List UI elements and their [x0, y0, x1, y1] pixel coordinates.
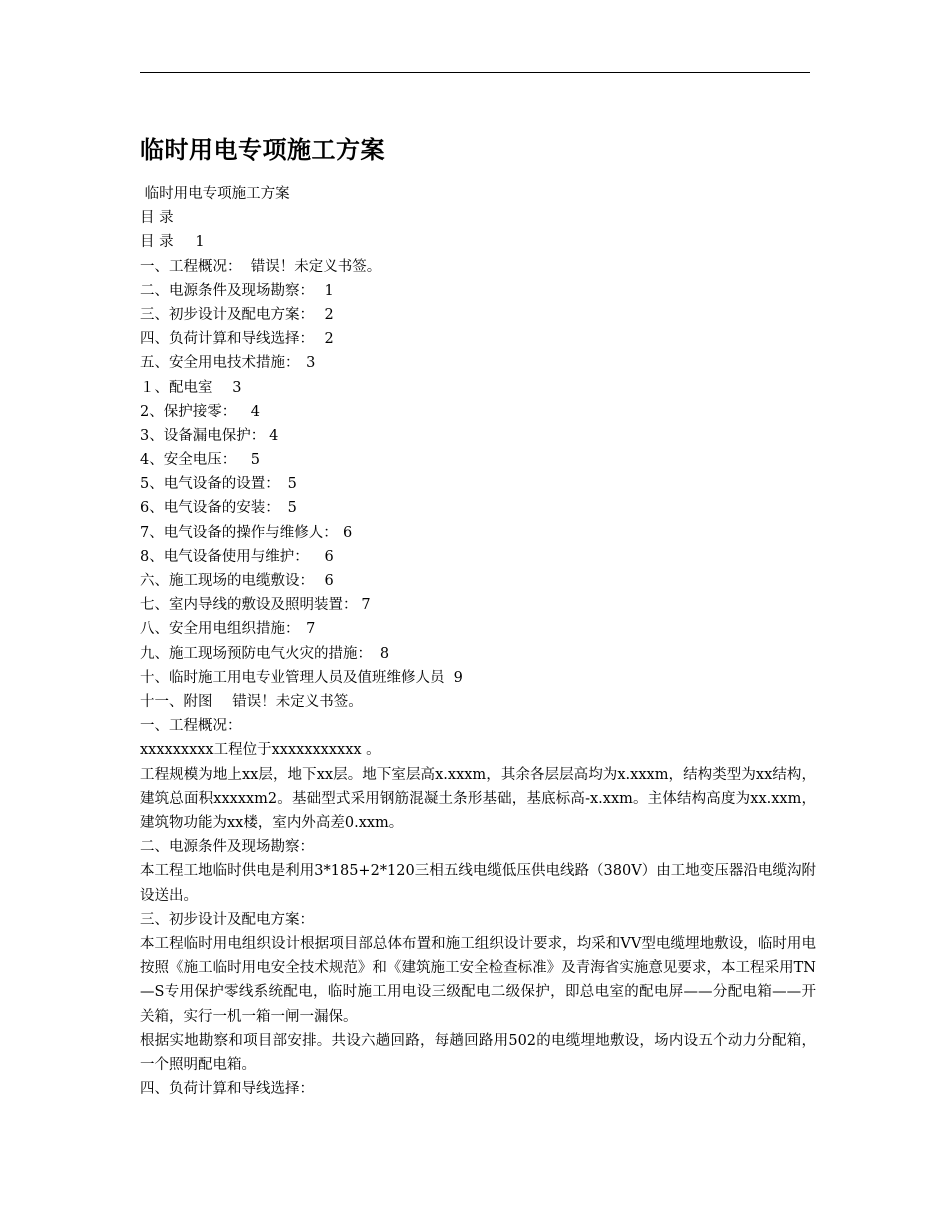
section-heading: 三、初步设计及配电方案：: [140, 911, 314, 928]
toc-entry[interactable]: 三、初步设计及配电方案： 2: [140, 306, 334, 323]
section-heading: 一、工程概况：: [140, 718, 242, 735]
document-body: [140, 182, 816, 1101]
body-line: xxxxxxxxx工程位于xxxxxxxxxxx 。: [140, 742, 381, 759]
toc-entry[interactable]: 八、安全用电组织措施： 7: [140, 621, 316, 638]
document-content: [140, 714, 816, 1101]
toc-entry[interactable]: 7、电气设备的操作与维修人： 6: [140, 524, 353, 541]
toc-entry[interactable]: 目 录 1: [140, 234, 205, 251]
toc-entry[interactable]: 一、工程概况： 错误！未定义书签。: [140, 258, 382, 275]
section-heading: 二、电源条件及现场勘察：: [140, 839, 314, 856]
body-paragraph: 本工程工地临时供电是利用3*185+2*120三相五线电缆低压供电线路（380V）由工地变压器沿电缆沟附设送出。: [140, 863, 816, 904]
toc-entry[interactable]: １、配电室 3: [140, 379, 242, 396]
toc-entry[interactable]: 十一、附图 错误！未定义书签。: [140, 693, 363, 710]
body-paragraph: 根据实地勘察和项目部安排。共设六趟回路，每趟回路用502的电缆埋地敷设，场内设五个动力分配箱，一个照明配电箱。: [140, 1032, 816, 1073]
toc-entry[interactable]: 4、安全电压： 5: [140, 452, 260, 469]
document-subtitle: 临时用电专项施工方案: [144, 186, 290, 202]
body-paragraph: 工程规模为地上xx层，地下xx层。地下室层高x.xxxm，其余各层层高均为x.xxxm，结构类型为xx结构，建筑总面积xxxxxm2。基础型式采用钢筋混凝土条形基础，基底标高-x.xxm。主体结构高度为xx.xxm，建筑物功能为xx楼，室内外高差0.xxm。: [140, 766, 816, 831]
toc-entry[interactable]: 8、电气设备使用与维护： 6: [140, 548, 334, 565]
toc-entry[interactable]: 九、施工现场预防电气火灾的措施： 8: [140, 645, 390, 662]
toc-entry[interactable]: 二、电源条件及现场勘察： 1: [140, 282, 334, 299]
body-paragraph: 本工程临时用电组织设计根据项目部总体布置和施工组织设计要求，均采和VV型电缆埋地敷设，临时用电按照《施工临时用电安全技术规范》和《建筑施工安全检查标准》及青海省实施意见要求，本工程采用TN—S专用保护零线系统配电，临时施工用电设三级配电二级保护，即总电室的配电屏——分配电箱——开关箱，实行一机一箱一闸一漏保。: [140, 935, 816, 1025]
header-rule: [140, 72, 810, 73]
toc-heading: 目 录: [140, 210, 174, 227]
document-title: 临时用电专项施工方案: [140, 135, 385, 164]
toc-entry[interactable]: 2、保护接零： 4: [140, 403, 260, 420]
toc-entry[interactable]: 七、室内导线的敷设及照明装置： 7: [140, 597, 371, 614]
table-of-contents: [140, 230, 816, 714]
section-heading: 四、负荷计算和导线选择：: [140, 1081, 314, 1098]
toc-entry[interactable]: 五、安全用电技术措施： 3: [140, 355, 316, 372]
toc-entry[interactable]: 六、施工现场的电缆敷设： 6: [140, 573, 334, 589]
toc-entry[interactable]: 5、电气设备的设置： 5: [140, 476, 297, 493]
toc-entry[interactable]: 3、设备漏电保护： 4: [140, 427, 279, 444]
toc-entry[interactable]: 十、临时施工用电专业管理人员及值班维修人员 9: [140, 669, 463, 686]
toc-entry[interactable]: 四、负荷计算和导线选择： 2: [140, 331, 334, 348]
toc-entry[interactable]: 6、电气设备的安装： 5: [140, 500, 297, 517]
